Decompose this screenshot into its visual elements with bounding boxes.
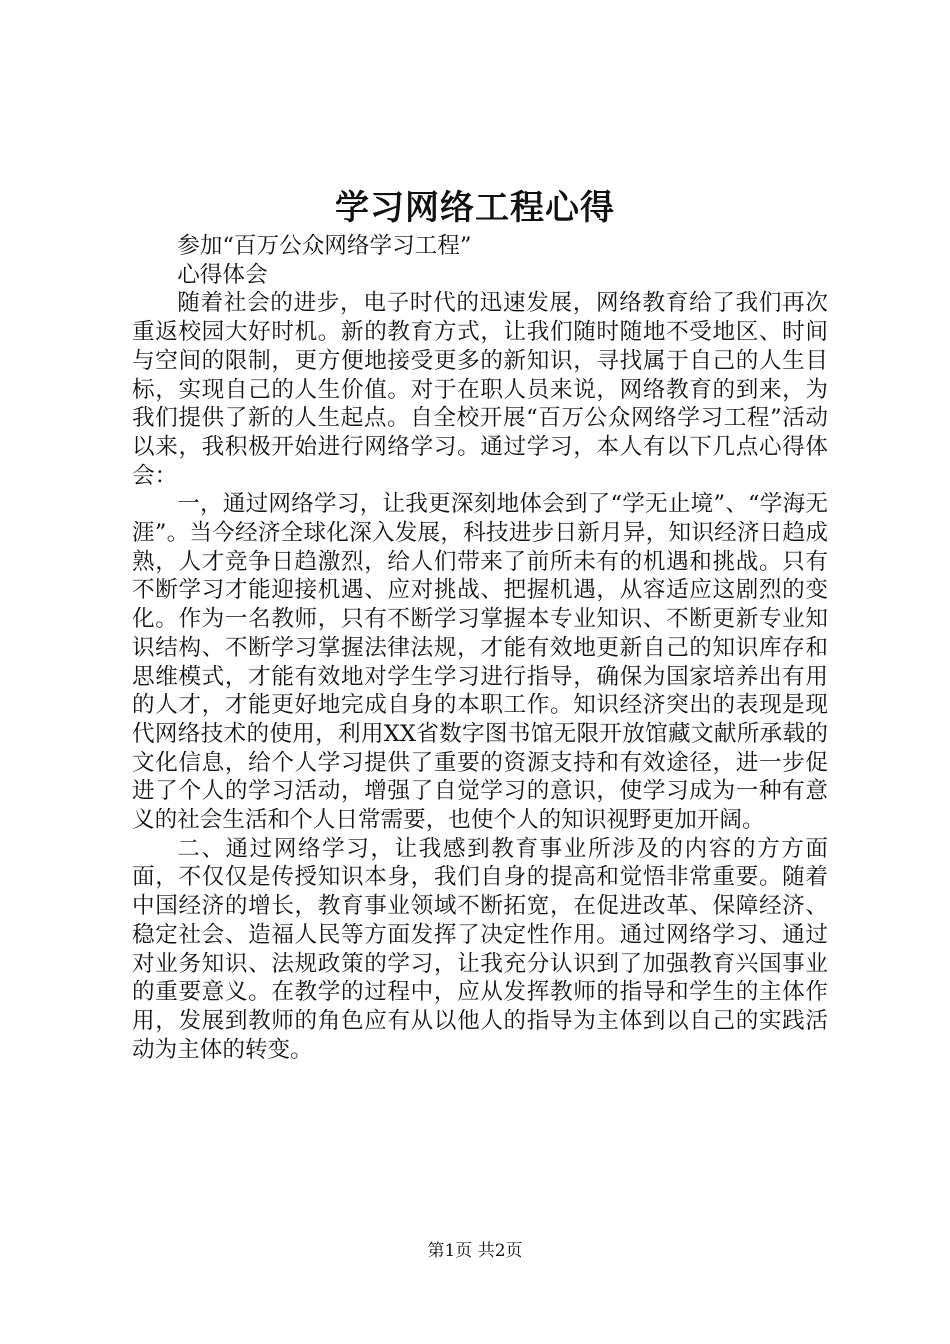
document-title: 学习网络工程心得 [335, 188, 615, 228]
paragraph-intro: 随着社会的进步，电子时代的迅速发展，网络教育给了我们再次重返校园大好时机。新的教育方式，让我们随时随地不受地区、时间与空间的限制，更方便地接受更多的新知识，寻找属于自己的人生目标，实现自己的人生价值。对于在职人员来说，网络教育的到来，为我们提供了新的人生起点。自全校开展“百万公众网络学习工程”活动以来，我积极开始进行网络学习。通过学习，本人有以下几点心得体会： [132, 290, 828, 489]
paragraph-point-two: 二、通过网络学习，让我感到教育事业所涉及的内容的方方面面，不仅仅是传授知识本身，我们自身的提高和觉悟非常重要。随着中国经济的增长，教育事业领域不断拓宽，在促进改革、保障经济、稳定社会、造福人民等方面发挥了决定性作用。通过网络学习、通过对业务知识、法规政策的学习，让我充分认识到了加强教育兴国事业的重要意义。在教学的过程中，应从发挥教师的指导和学生的主体作用，发展到教师的角色应有从以他人的指导为主体到以自己的实践活动为主体的转变。 [132, 835, 828, 1063]
paragraph-subtitle: 参加“百万公众网络学习工程” [177, 233, 472, 259]
page-footer: 第1页 共2页 [427, 1241, 523, 1261]
paragraph-point-one: 一，通过网络学习，让我更深刻地体会到了“学无止境”、“学海无涯”。当今经济全球化深入发展，科技进步日新月异，知识经济日趋成熟，人才竞争日趋激烈，给人们带来了前所未有的机遇和挑战。只有不断学习才能迎接机遇、应对挑战、把握机遇，从容适应这剧烈的变化。作为一名教师，只有不断学习掌握本专业知识、不断更新专业知识结构、不断学习掌握法律法规，才能有效地更新自己的知识库存和思维模式，才能有效地对学生学习进行指导，确保为国家培养出有用的人才，才能更好地完成自身的本职工作。知识经济突出的表现是现代网络技术的使用，利用XX省数字图书馆无限开放馆藏文献所承载的文化信息，给个人学习提供了重要的资源支持和有效途径，进一步促进了个人的学习活动，增强了自觉学习的意识，使学习成为一种有意义的社会生活和个人日常需要，也使个人的知识视野更加开阔。 [132, 491, 828, 834]
paragraph-subheading: 心得体会 [177, 261, 268, 288]
document-body [132, 232, 828, 1064]
